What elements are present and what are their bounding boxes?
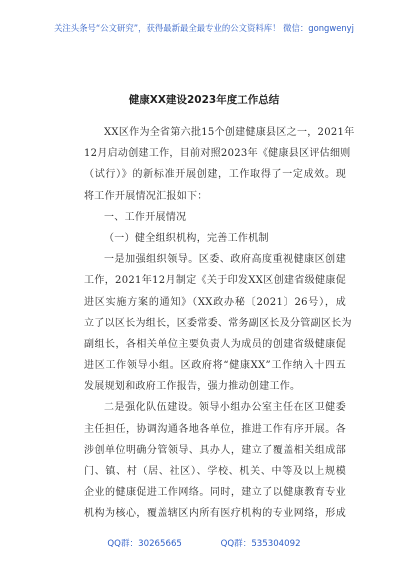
body-line: 门、镇、村（居、社区）、学校、机关、中等及以上规模 xyxy=(84,466,346,477)
body-line: 主任担任，协调沟通各地各单位，推进工作有序开展。各 xyxy=(84,423,346,435)
document-title: 健康XX建设2023年度工作总结 xyxy=(128,94,280,106)
document-body xyxy=(84,122,355,525)
header-note: 关注头条号“公文研究”，获得最新最全最专业的公文资料库！ 微信：gongwenyj xyxy=(54,23,354,33)
body-line: 工作，2021年12月制定《关于印发XX区创建省级健康促 xyxy=(84,275,346,287)
body-line: 企业的健康促进工作网络。同时，建立了以健康教育专业 xyxy=(84,487,346,499)
section-heading: 一、工作开展情况 xyxy=(104,211,187,223)
body-line: XX区作为全省第六批15个创建健康县区之一，2021年 xyxy=(104,127,355,138)
body-line: 进区实施方案的通知》（XX政办秘〔2021〕26号），成 xyxy=(84,296,346,308)
footer-qq-group-1: QQ群：30265665 xyxy=(107,539,182,549)
body-line: 涉创单位明确分管领导、具办人，建立了覆盖相关组成部 xyxy=(84,444,346,456)
body-line: 12月启动创建工作，目前对照2023年《健康县区评估细则 xyxy=(84,148,351,160)
body-line: 机构为核心，覆盖辖区内所有医疗机构的专业网络，形成 xyxy=(84,508,346,520)
body-line: （试行）》的新标准开展创建，工作取得了一定成效。现 xyxy=(84,169,346,181)
body-line: 一是加强组织领导。区委、政府高度重视健康区创建 xyxy=(104,254,346,266)
subsection-heading: （一）健全组织机构，完善工作机制 xyxy=(104,232,269,244)
body-line: 副组长，各相关单位主要负责人为成员的创建省级健康促 xyxy=(84,338,346,350)
body-line: 将工作开展情况汇报如下： xyxy=(84,190,208,202)
body-line: 立了以区长为组长，区委常委、常务副区长及分管副区长为 xyxy=(84,317,352,329)
body-line: 进区工作领导小组。区政府将“健康XX”工作纳入十四五 xyxy=(84,360,346,372)
body-line: 发展规划和政府工作报告，强力推动创建工作。 xyxy=(84,381,301,393)
footer-contacts xyxy=(0,537,408,549)
footer-qq-group-2: QQ群：535304092 xyxy=(220,539,301,549)
body-line: 二是强化队伍建设。领导小组办公室主任在区卫健委 xyxy=(104,402,346,414)
